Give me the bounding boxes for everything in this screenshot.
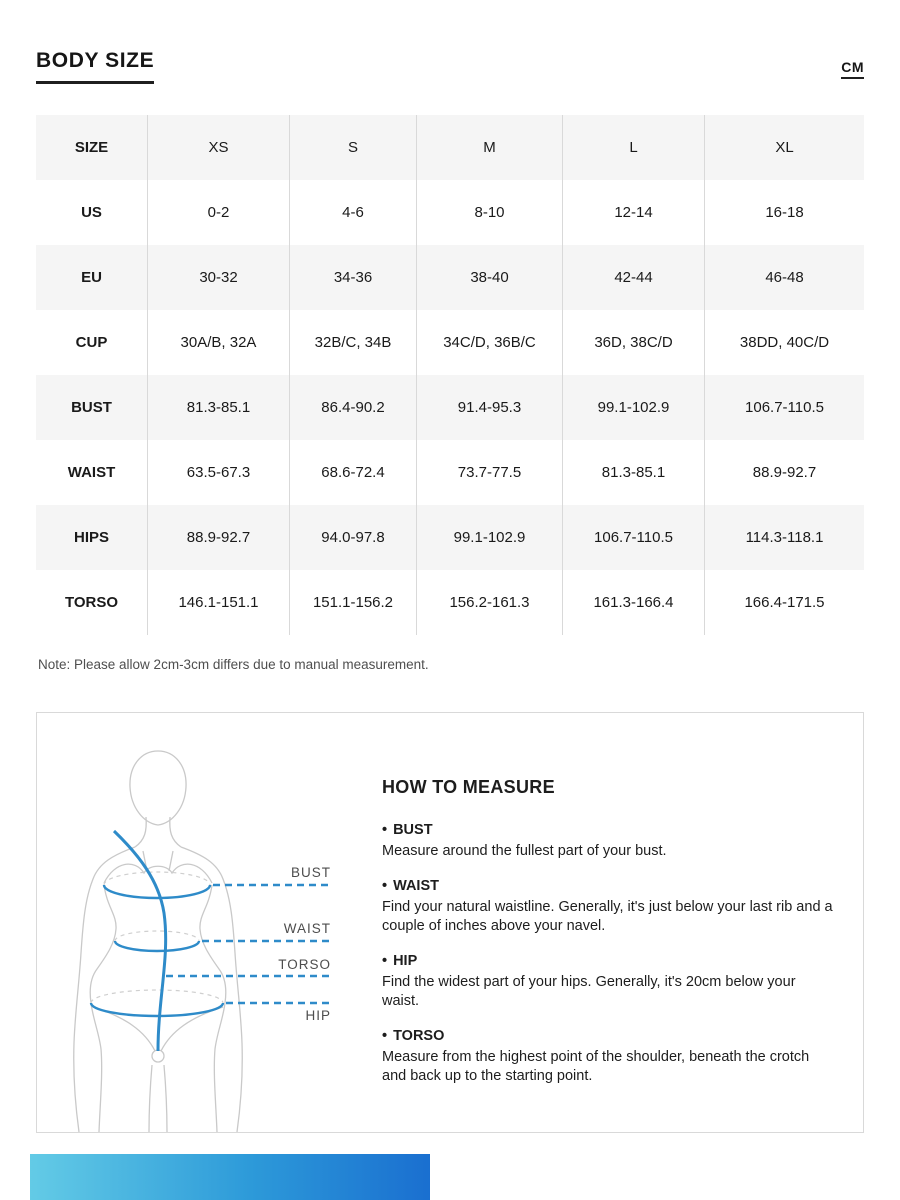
size-row-label: TORSO (36, 570, 148, 635)
size-value-cell: 91.4-95.3 (417, 375, 563, 440)
measure-item-description: Find the widest part of your hips. Generally, it's 20cm below your waist. (382, 974, 796, 1009)
diagram-label-hip: HIP (305, 1008, 331, 1023)
size-value-cell: 8-10 (417, 180, 563, 245)
size-value-cell: 36D, 38C/D (563, 310, 705, 375)
measure-item-description: Measure around the fullest part of your bust. (382, 843, 667, 859)
size-value-cell: 81.3-85.1 (563, 440, 705, 505)
size-value-cell: 88.9-92.7 (752, 464, 817, 481)
size-column-header: L (563, 115, 705, 180)
size-value-cell: 32B/C, 34B (290, 310, 417, 375)
size-column-header: M (417, 115, 563, 180)
size-value-cell: 73.7-77.5 (417, 440, 563, 505)
torso-line (114, 831, 166, 1051)
size-column-header: XS (148, 115, 290, 180)
size-value-cell: 151.1-156.2 (290, 570, 417, 635)
size-value-cell: 106.7-110.5 (563, 505, 705, 570)
size-row-label: HIPS (36, 505, 148, 570)
size-value-cell: 30A/B, 32A (148, 310, 290, 375)
size-value-cell: 156.2-161.3 (417, 570, 563, 635)
size-value-cell: 114.3-118.1 (745, 529, 824, 546)
size-value-cell: 34-36 (290, 245, 417, 310)
diagram-label-torso: TORSO (278, 957, 331, 972)
size-column-header: XL (775, 139, 794, 156)
size-value-cell: 88.9-92.7 (148, 505, 290, 570)
bullet-icon: • (382, 878, 388, 894)
waist-line (115, 941, 199, 951)
size-value-cell: 12-14 (563, 180, 705, 245)
size-value-cell: 99.1-102.9 (563, 375, 705, 440)
size-value-cell: 99.1-102.9 (417, 505, 563, 570)
size-table-row (36, 310, 864, 375)
unit-toggle-cm[interactable]: CM (841, 60, 864, 79)
measure-item-label: • HIP (382, 953, 418, 969)
how-to-measure-title: HOW TO MEASURE (382, 777, 555, 797)
bullet-icon: • (382, 953, 388, 969)
how-to-measure-text (382, 777, 834, 1103)
size-row-label: CUP (36, 310, 148, 375)
diagram-label-waist: WAIST (283, 921, 331, 936)
size-table (36, 115, 864, 635)
size-table-row (36, 505, 864, 570)
page-title: BODY SIZE (36, 50, 154, 84)
size-value-cell: 30-32 (148, 245, 290, 310)
decorative-gradient-bar (30, 1154, 430, 1200)
size-row-label: US (36, 180, 148, 245)
pointer-dashed-lines (166, 885, 331, 1003)
size-value-cell: 161.3-166.4 (563, 570, 705, 635)
size-table-row (36, 570, 864, 635)
size-value-cell: 106.7-110.5 (745, 399, 824, 416)
size-value-cell: 86.4-90.2 (290, 375, 417, 440)
measure-item-description: Find your natural waistline. Generally, it's just below your last rib and a couple of inches above your navel. (382, 899, 833, 934)
measure-item (382, 1028, 834, 1086)
size-row-label: WAIST (36, 440, 148, 505)
size-value-cell: 38-40 (417, 245, 563, 310)
size-value-cell: 63.5-67.3 (148, 440, 290, 505)
body-measurement-diagram (37, 713, 377, 1132)
size-table-row (36, 245, 864, 310)
measurement-note: Note: Please allow 2cm-3cm differs due to manual measurement. (38, 657, 429, 672)
bullet-icon: • (382, 822, 388, 838)
size-value-cell: 166.4-171.5 (744, 594, 825, 611)
measure-item (382, 822, 834, 861)
measure-item-label: • BUST (382, 822, 433, 838)
measure-item-label: • WAIST (382, 878, 439, 894)
size-value-cell: 0-2 (148, 180, 290, 245)
diagram-label-bust: BUST (290, 865, 331, 880)
size-table-row (36, 180, 864, 245)
measure-item-description: Measure from the highest point of the shoulder, beneath the crotch and back up to the starting point. (382, 1049, 810, 1084)
size-row-label: EU (36, 245, 148, 310)
size-table-row (36, 440, 864, 505)
size-value-cell: 81.3-85.1 (148, 375, 290, 440)
size-value-cell: 4-6 (290, 180, 417, 245)
measure-item-label: • TORSO (382, 1028, 445, 1044)
measure-item (382, 878, 834, 936)
size-value-cell: 46-48 (765, 269, 804, 286)
bullet-icon: • (382, 1028, 388, 1044)
size-value-cell: 68.6-72.4 (290, 440, 417, 505)
size-column-header: S (290, 115, 417, 180)
size-row-label: BUST (36, 375, 148, 440)
measure-instructions-list (382, 822, 834, 1086)
size-value-cell: 94.0-97.8 (290, 505, 417, 570)
size-value-cell: 38DD, 40C/D (739, 334, 830, 351)
figure-head (130, 751, 186, 825)
header (36, 0, 864, 84)
size-value-cell: 146.1-151.1 (148, 570, 290, 635)
size-table-corner-cell: SIZE (36, 115, 148, 180)
size-value-cell: 16-18 (765, 204, 804, 221)
measure-item (382, 953, 834, 1011)
size-table-row (36, 375, 864, 440)
size-table-header-row (36, 115, 864, 180)
size-value-cell: 34C/D, 36B/C (417, 310, 563, 375)
size-value-cell: 42-44 (563, 245, 705, 310)
how-to-measure-section (36, 712, 864, 1133)
